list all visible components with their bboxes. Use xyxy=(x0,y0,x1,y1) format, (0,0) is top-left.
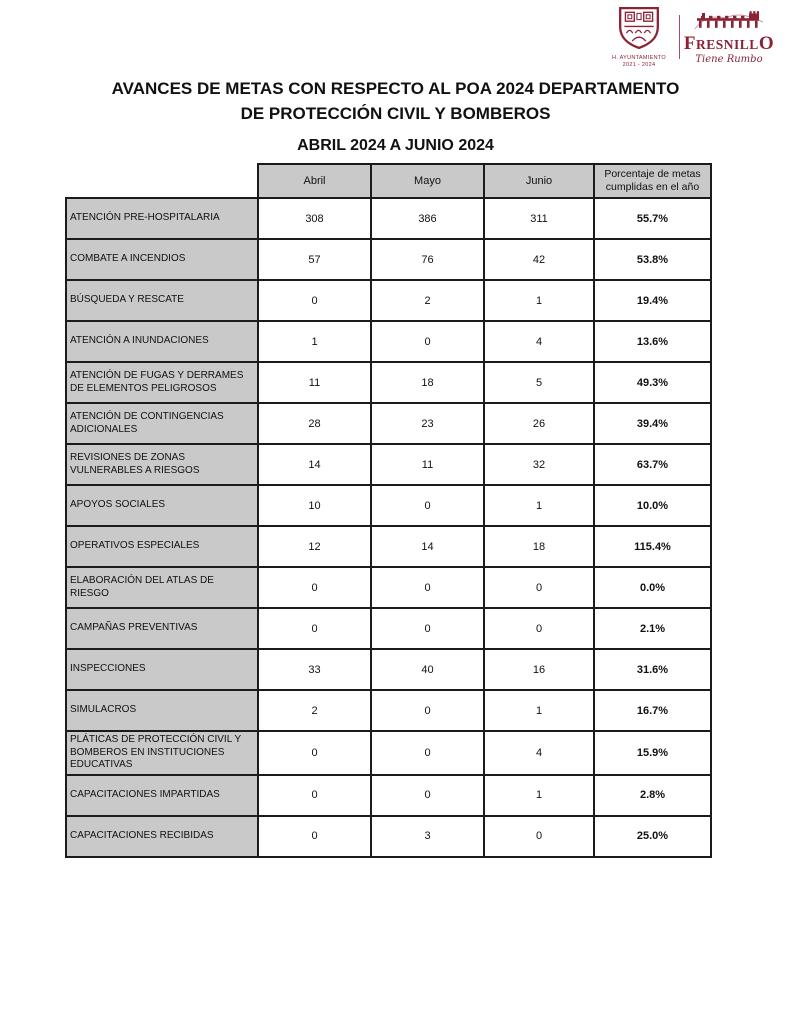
table-header xyxy=(66,164,711,198)
crest-shield-icon xyxy=(616,6,662,55)
mayo-value: 0 xyxy=(371,608,484,649)
mayo-value: 14 xyxy=(371,526,484,567)
percent-value: 13.6% xyxy=(594,321,711,362)
abril-value: 0 xyxy=(258,608,371,649)
fresnillo-tagline: Tiene Rumbo xyxy=(695,53,763,65)
percent-value: 15.9% xyxy=(594,731,711,775)
abril-value: 10 xyxy=(258,485,371,526)
abril-value: 0 xyxy=(258,567,371,608)
percent-value: 2.1% xyxy=(594,608,711,649)
percent-value: 55.7% xyxy=(594,198,711,239)
corner-cell xyxy=(66,164,258,198)
abril-value: 28 xyxy=(258,403,371,444)
table-row xyxy=(66,649,711,690)
mayo-value: 0 xyxy=(371,485,484,526)
percent-value: 53.8% xyxy=(594,239,711,280)
city-crest xyxy=(608,6,670,68)
fresnillo-wordmark xyxy=(683,32,775,54)
table-row xyxy=(66,731,711,775)
table-row xyxy=(66,403,711,444)
mayo-value: 0 xyxy=(371,775,484,816)
table-row xyxy=(66,321,711,362)
table-row xyxy=(66,485,711,526)
mayo-value: 0 xyxy=(371,321,484,362)
percent-value: 10.0% xyxy=(594,485,711,526)
wordmark-last-letter: O xyxy=(758,32,775,54)
table-row xyxy=(66,526,711,567)
junio-value: 4 xyxy=(484,321,594,362)
percent-value: 115.4% xyxy=(594,526,711,567)
row-label: PLÁTICAS DE PROTECCIÓN CIVIL Y BOMBEROS EN INSTITUCIONES EDUCATIVAS xyxy=(66,731,258,775)
mayo-value: 3 xyxy=(371,816,484,857)
junio-value: 1 xyxy=(484,775,594,816)
percent-value: 19.4% xyxy=(594,280,711,321)
abril-value: 0 xyxy=(258,280,371,321)
crest-caption-line1: H. AYUNTAMIENTO xyxy=(611,55,666,61)
percent-value: 63.7% xyxy=(594,444,711,485)
percent-value: 25.0% xyxy=(594,816,711,857)
abril-value: 33 xyxy=(258,649,371,690)
junio-value: 42 xyxy=(484,239,594,280)
table-row xyxy=(66,239,711,280)
wordmark-first-letter: F xyxy=(683,32,697,54)
percent-value: 39.4% xyxy=(594,403,711,444)
junio-value: 0 xyxy=(484,608,594,649)
row-label: OPERATIVOS ESPECIALES xyxy=(66,526,258,567)
mayo-value: 76 xyxy=(371,239,484,280)
abril-value: 1 xyxy=(258,321,371,362)
title-line-1: AVANCES DE METAS CON RESPECTO AL POA 2024 DEPARTAMENTO xyxy=(111,79,680,98)
table-row xyxy=(66,567,711,608)
table-row xyxy=(66,775,711,816)
junio-value: 0 xyxy=(484,816,594,857)
row-label: COMBATE A INCENDIOS xyxy=(66,239,258,280)
document-title-block xyxy=(0,76,791,156)
abril-value: 308 xyxy=(258,198,371,239)
report-period: ABRIL 2024 A JUNIO 2024 xyxy=(297,137,494,154)
mayo-value: 0 xyxy=(371,567,484,608)
table-row xyxy=(66,444,711,485)
abril-value: 0 xyxy=(258,816,371,857)
table-row xyxy=(66,690,711,731)
junio-value: 1 xyxy=(484,485,594,526)
mayo-value: 2 xyxy=(371,280,484,321)
row-label: REVISIONES DE ZONAS VULNERABLES A RIESGOS xyxy=(66,444,258,485)
mayo-value: 0 xyxy=(371,731,484,775)
table-body xyxy=(66,198,711,857)
row-label: APOYOS SOCIALES xyxy=(66,485,258,526)
percent-value: 49.3% xyxy=(594,362,711,403)
row-label: CAMPAÑAS PREVENTIVAS xyxy=(66,608,258,649)
row-label: ATENCIÓN PRE-HOSPITALARIA xyxy=(66,198,258,239)
crest-caption-line2: 2021 - 2024 xyxy=(622,61,656,68)
row-label: ATENCIÓN DE CONTINGENCIAS ADICIONALES xyxy=(66,403,258,444)
junio-value: 16 xyxy=(484,649,594,690)
junio-value: 32 xyxy=(484,444,594,485)
row-label: BÚSQUEDA Y RESCATE xyxy=(66,280,258,321)
goals-progress-table xyxy=(65,163,712,858)
junio-value: 311 xyxy=(484,198,594,239)
percent-value: 2.8% xyxy=(594,775,711,816)
row-label: CAPACITACIONES IMPARTIDAS xyxy=(66,775,258,816)
row-label: CAPACITACIONES RECIBIDAS xyxy=(66,816,258,857)
junio-value: 18 xyxy=(484,526,594,567)
fresnillo-logo xyxy=(683,9,775,66)
abril-value: 0 xyxy=(258,731,371,775)
mayo-value: 0 xyxy=(371,690,484,731)
row-label: INSPECCIONES xyxy=(66,649,258,690)
row-label: ATENCIÓN DE FUGAS Y DERRAMES DE ELEMENTOS PELIGROSOS xyxy=(66,362,258,403)
mine-skyline-icon xyxy=(692,9,766,36)
percent-value: 16.7% xyxy=(594,690,711,731)
mayo-value: 386 xyxy=(371,198,484,239)
row-label: SIMULACROS xyxy=(66,690,258,731)
header-row xyxy=(66,164,711,198)
junio-value: 1 xyxy=(484,280,594,321)
row-label: ELABORACIÓN DEL ATLAS DE RIESGO xyxy=(66,567,258,608)
junio-value: 4 xyxy=(484,731,594,775)
table-row xyxy=(66,198,711,239)
column-header-percent: Porcentaje de metas cumplidas en el año xyxy=(594,164,711,198)
column-header-mayo: Mayo xyxy=(371,164,484,198)
percent-value: 0.0% xyxy=(594,567,711,608)
junio-value: 26 xyxy=(484,403,594,444)
abril-value: 14 xyxy=(258,444,371,485)
mayo-value: 23 xyxy=(371,403,484,444)
column-header-junio: Junio xyxy=(484,164,594,198)
table-row xyxy=(66,280,711,321)
abril-value: 2 xyxy=(258,690,371,731)
junio-value: 0 xyxy=(484,567,594,608)
junio-value: 5 xyxy=(484,362,594,403)
abril-value: 12 xyxy=(258,526,371,567)
mayo-value: 18 xyxy=(371,362,484,403)
table-row xyxy=(66,816,711,857)
abril-value: 0 xyxy=(258,775,371,816)
municipal-logo xyxy=(608,6,775,68)
abril-value: 11 xyxy=(258,362,371,403)
abril-value: 57 xyxy=(258,239,371,280)
mayo-value: 40 xyxy=(371,649,484,690)
column-header-abril: Abril xyxy=(258,164,371,198)
row-label: ATENCIÓN A INUNDACIONES xyxy=(66,321,258,362)
junio-value: 1 xyxy=(484,690,594,731)
logo-divider xyxy=(679,15,680,59)
table-row xyxy=(66,362,711,403)
mayo-value: 11 xyxy=(371,444,484,485)
percent-value: 31.6% xyxy=(594,649,711,690)
wordmark-middle: RESNILL xyxy=(696,36,759,52)
table-row xyxy=(66,608,711,649)
title-line-2: DE PROTECCIÓN CIVIL Y BOMBEROS xyxy=(240,104,551,123)
